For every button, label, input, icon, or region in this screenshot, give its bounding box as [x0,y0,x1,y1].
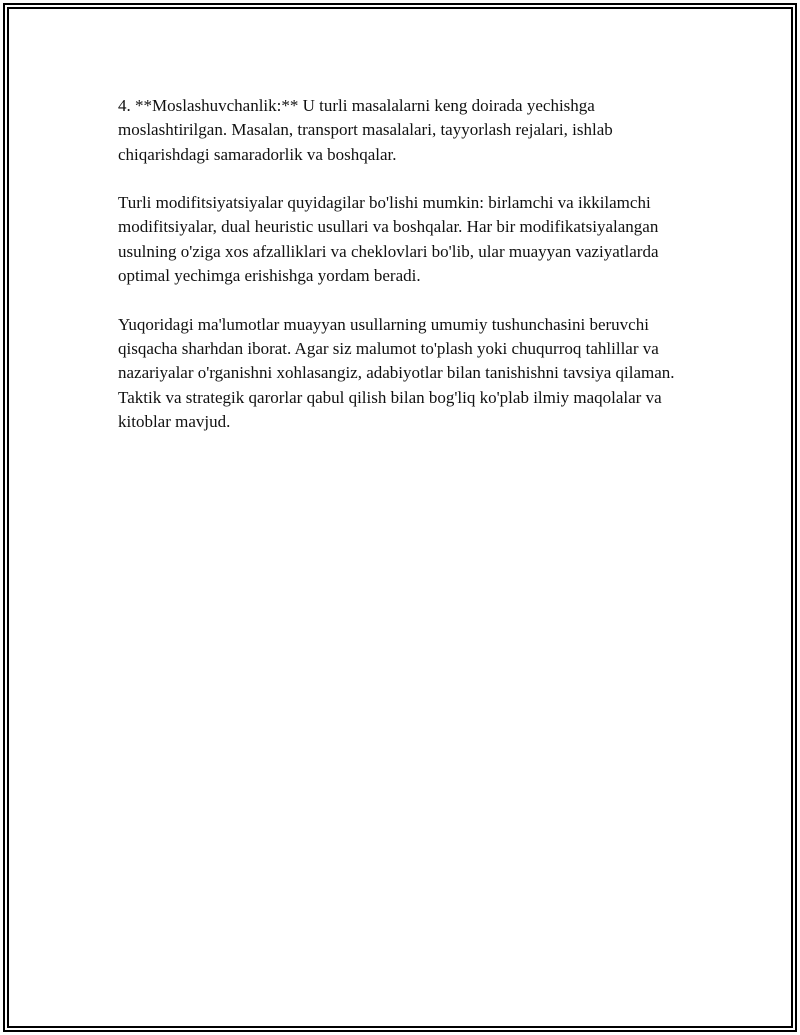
paragraph-modifications: Turli modifitsiyatsiyalar quyidagilar bo'lishi mumkin: birlamchi va ikkilamchi modifitsiyalar, dual heuristic usullari va boshqalar. Har bir modifikatsiyalangan usulning o'ziga xos afzalliklari va cheklovlari bo'lib, ular muayyan vaziyatlarda optimal yechimga erishishga yordam beradi. [118,193,659,286]
paragraph-flexibility: 4. **Moslashuvchanlik:** U turli masalalarni keng doirada yechishga moslashtirilgan. Masalan, transport masalalari, tayyorlash rejalari, ishlab chiqarishdagi samaradorlik va boshqalar. [118,96,613,164]
document-body [118,94,688,458]
paragraph-summary: Yuqoridagi ma'lumotlar muayyan usullarning umumiy tushunchasini beruvchi qisqacha sharhdan iborat. Agar siz malumot to'plash yoki chuqurroq tahlillar va nazariyalar o'rganishni xohlasangiz, adabiyotlar bilan tanishishni tavsiya qilaman. Taktik va strategik qarorlar qabul qilish bilan bog'liq ko'plab ilmiy maqolalar va kitoblar mavjud. [118,314,675,431]
